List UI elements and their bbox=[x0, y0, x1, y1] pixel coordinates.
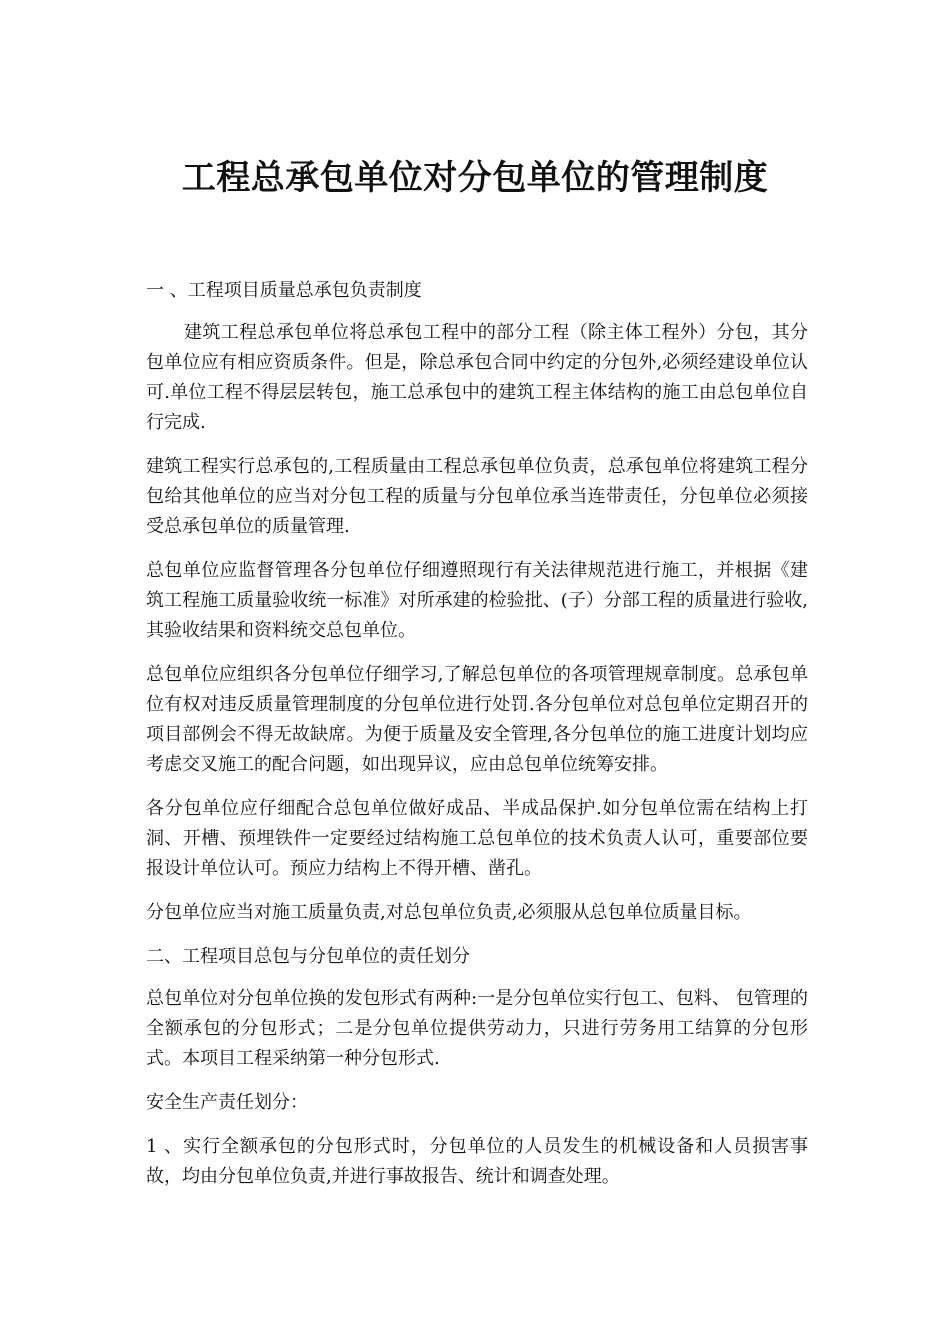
section-heading-2: 二、工程项目总包与分包单位的责任划分 bbox=[146, 946, 470, 967]
section-heading-1: 一 、工程项目质量总承包负责制度 bbox=[146, 280, 422, 301]
paragraph: 各分包单位应仔细配合总包单位做好成品、半成品保护.如分包单位需在结构上打洞、开槽、预埋铁件一定要经过结构施工总包单位的技术负责人认可，重要部位要报设计单位认可。预应力结构上不得开槽、凿孔。 bbox=[146, 798, 808, 879]
paragraph: 建筑工程实行总承包的,工程质量由工程总承包单位负责，总承包单位将建筑工程分包给其他单位的应当对分包工程的质量与分包单位承当连带责任，分包单位必须接受总承包单位的质量管理. bbox=[146, 456, 808, 537]
paragraph: 安全生产责任划分： bbox=[146, 1092, 308, 1113]
paragraph: 分包单位应当对施工质量负责,对总包单位负责,必须服从总包单位质量目标。 bbox=[146, 902, 752, 923]
document-body bbox=[146, 276, 808, 1206]
paragraph: 总包单位应监督管理各分包单位仔细遵照现行有关法律规范进行施工，并根据《建筑工程施工质量验收统一标准》对所承建的检验批、(子）分部工程的质量进行验收,其验收结果和资料统交总包单位。 bbox=[146, 560, 808, 641]
paragraph: 总包单位应组织各分包单位仔细学习,了解总包单位的各项管理规章制度。总承包单位有权对违反质量管理制度的分包单位进行处罚.各分包单位对总包单位定期召开的项目部例会不得无故缺席。为便于质量及安全管理,各分包单位的施工进度计划均应考虑交叉施工的配合问题，如出现异议，应由总包单位统筹安排。 bbox=[146, 664, 808, 775]
document-title: 工程总承包单位对分包单位的管理制度 bbox=[181, 158, 769, 198]
paragraph: 1 、实行全额承包的分包形式时，分包单位的人员发生的机械设备和人员损害事故，均由分包单位负责,并进行事故报告、统计和调查处理。 bbox=[146, 1136, 808, 1187]
paragraph: 建筑工程总承包单位将总承包工程中的部分工程（除主体工程外）分包，其分包单位应有相应资质条件。但是，除总承包合同中约定的分包外,必须经建设单位认可.单位工程不得层层转包，施工总承包中的建筑工程主体结构的施工由总包单位自行完成. bbox=[146, 322, 808, 433]
paragraph: 总包单位对分包单位换的发包形式有两种:一是分包单位实行包工、包料、 包管理的全额承包的分包形式；二是分包单位提供劳动力，只进行劳务用工结算的分包形式。本项目工程采纳第一种分包形式. bbox=[146, 988, 808, 1069]
